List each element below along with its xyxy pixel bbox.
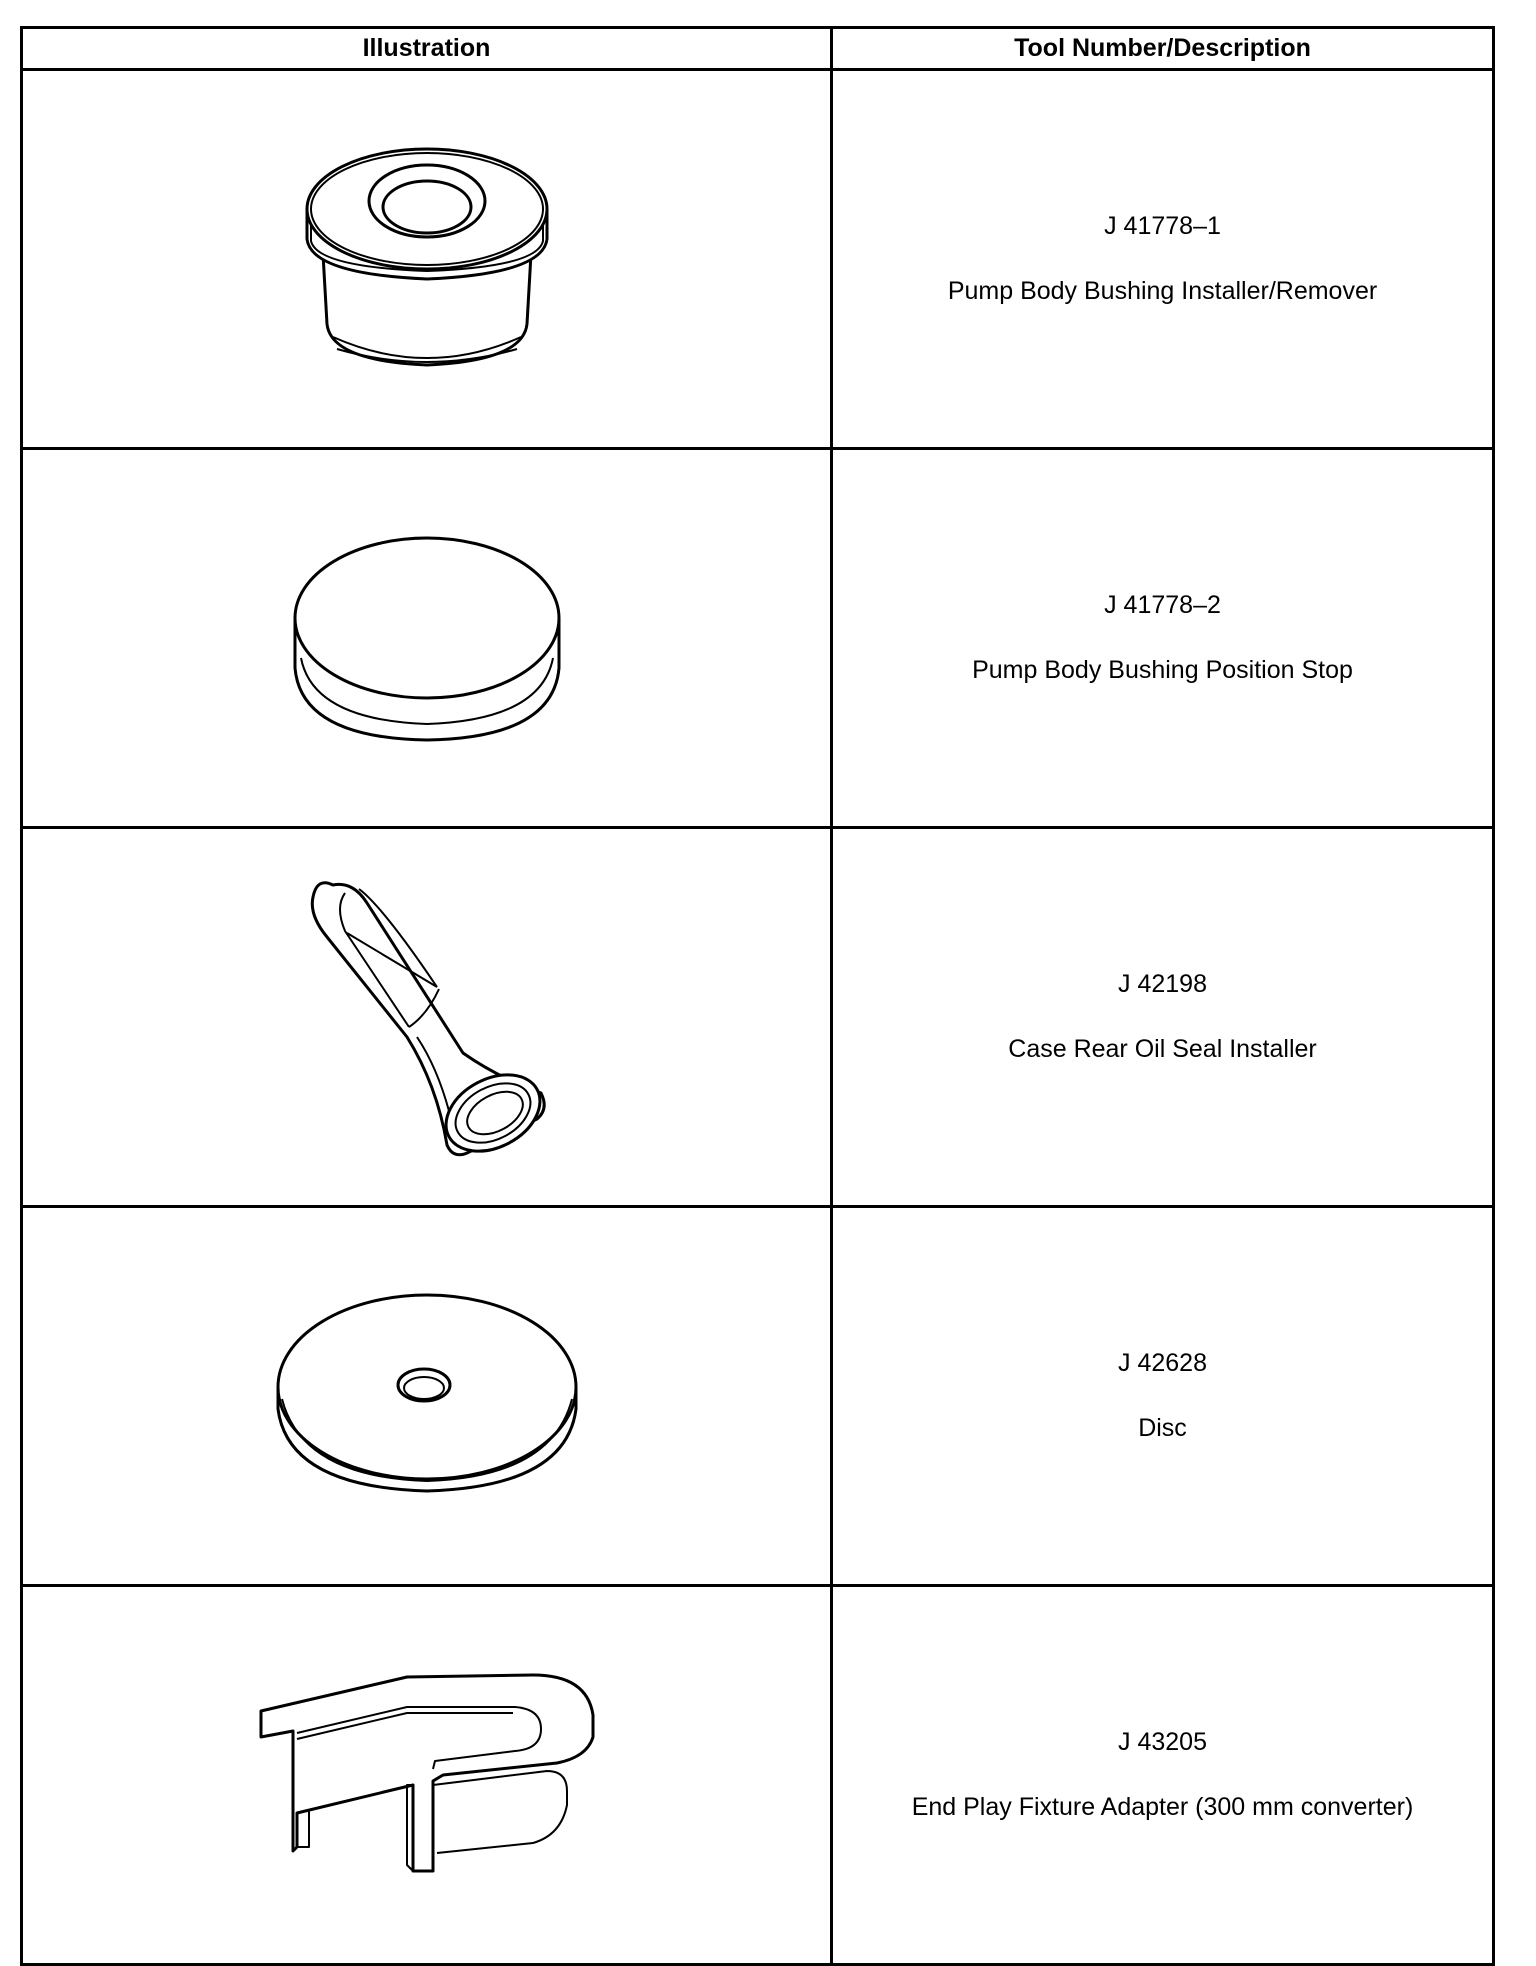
- tool-number: J 43205: [1118, 1728, 1207, 1756]
- description-cell: [832, 828, 1494, 1207]
- disc-icon: [272, 1291, 582, 1501]
- tool-number: J 41778–2: [1104, 591, 1221, 619]
- tool-description: Pump Body Bushing Position Stop: [972, 656, 1353, 684]
- illustration-cell: [22, 449, 832, 828]
- tool-number: J 42628: [1118, 1349, 1207, 1377]
- tool-table: [20, 26, 1495, 1966]
- bushing-installer-icon: [297, 139, 557, 379]
- description-cell: [832, 1207, 1494, 1586]
- tool-description: Case Rear Oil Seal Installer: [1008, 1035, 1317, 1063]
- description-cell: [832, 1586, 1494, 1965]
- description-cell: [832, 70, 1494, 449]
- tool-number: J 42198: [1118, 970, 1207, 998]
- table-row: [22, 70, 1494, 449]
- table-row: [22, 828, 1494, 1207]
- description-cell: [832, 449, 1494, 828]
- illustration-cell: [22, 1207, 832, 1586]
- table-row: [22, 1586, 1494, 1965]
- table-row: [22, 1207, 1494, 1586]
- tool-header: Tool Number/Description: [832, 28, 1494, 70]
- illustration-cell: [22, 1586, 832, 1965]
- illustration-cell: [22, 828, 832, 1207]
- table-row: [22, 449, 1494, 828]
- fixture-adapter-icon: [257, 1665, 597, 1885]
- illustration-header: Illustration: [22, 28, 832, 70]
- header-row: [22, 28, 1494, 70]
- tool-number: J 41778–1: [1104, 212, 1221, 240]
- tool-description: End Play Fixture Adapter (300 mm converter): [911, 1793, 1414, 1821]
- tool-description: Disc: [1138, 1414, 1187, 1442]
- tool-description: Pump Body Bushing Installer/Remover: [947, 277, 1378, 305]
- illustration-cell: [22, 70, 832, 449]
- position-stop-icon: [287, 528, 567, 748]
- seal-installer-icon: [287, 867, 567, 1167]
